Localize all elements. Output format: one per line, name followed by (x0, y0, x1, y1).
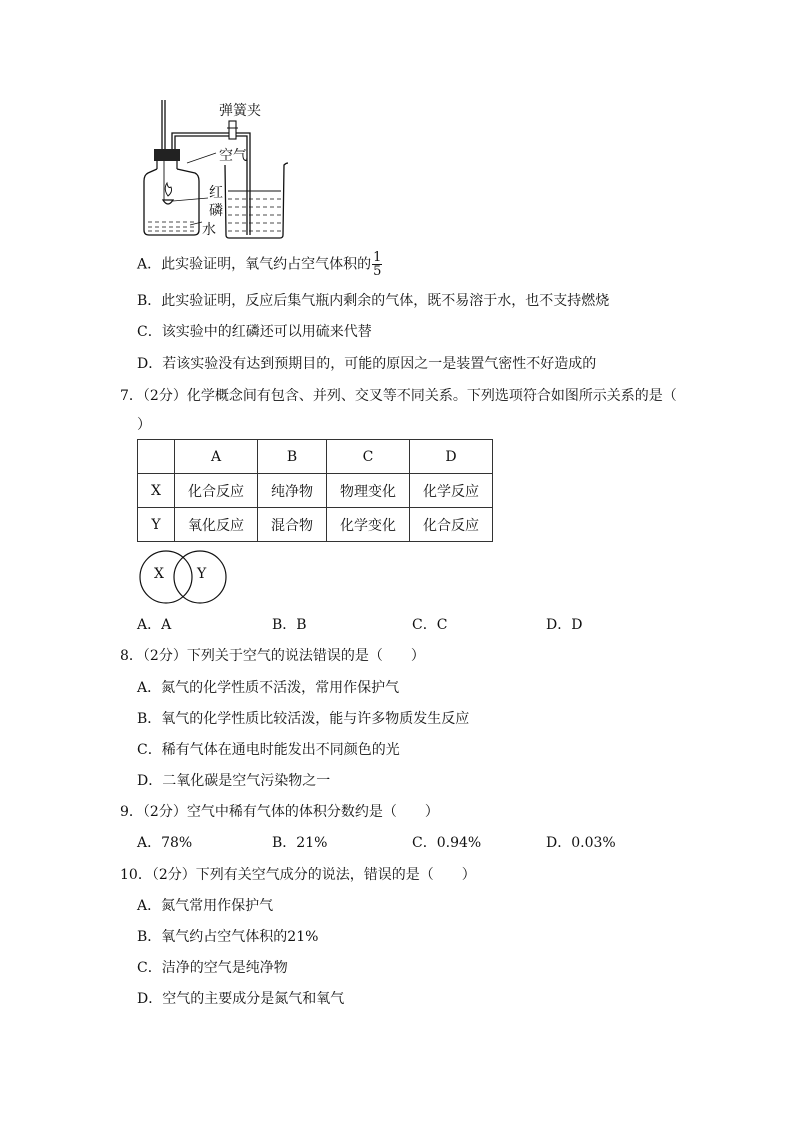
label-water: 水 (202, 222, 216, 238)
q9-choice-c: C．0.94% (412, 835, 482, 851)
q7-choice-d: D．D (546, 617, 583, 633)
table-cell: 化合反应 (410, 508, 493, 542)
q10-option-c: C．洁净的空气是纯净物 (137, 960, 288, 976)
venn-label-y: Y (197, 566, 207, 582)
table-cell: Y (138, 508, 175, 542)
table-header: B (258, 440, 327, 474)
venn-diagram (138, 548, 233, 608)
table-header: A (175, 440, 258, 474)
table-cell: 物理变化 (327, 474, 410, 508)
q8-stem: 8．（2分）下列关于空气的说法错误的是（ ） (120, 648, 425, 664)
q8-option-b: B．氧气的化学性质比较活泼，能与许多物质发生反应 (137, 711, 470, 727)
q10-option-a: A．氮气常用作保护气 (137, 898, 274, 914)
label-air: 空气 (219, 148, 247, 164)
table-cell (138, 440, 175, 474)
q9-choice-b: B．21% (272, 835, 328, 851)
q10-option-b: B．氧气约占空气体积的21% (137, 929, 319, 945)
q7-stem-close: ） (137, 417, 151, 433)
table-row (138, 508, 493, 542)
q7-choice-c: C．C (412, 617, 448, 633)
q10-option-d: D．空气的主要成分是氮气和氧气 (137, 991, 345, 1007)
label-spring-clip: 弹簧夹 (219, 103, 261, 119)
q7-choice-a: A．A (137, 617, 172, 633)
q10-stem: 10．（2分）下列有关空气成分的说法，错误的是（ ） (120, 867, 476, 883)
label-red: 红 (209, 185, 223, 201)
q6-option-d: D．若该实验没有达到预期目的，可能的原因之一是装置气密性不好造成的 (137, 356, 597, 372)
table-row (138, 440, 493, 474)
table-cell: 化学变化 (327, 508, 410, 542)
q8-option-d: D．二氧化碳是空气污染物之一 (137, 773, 331, 789)
venn-label-x: X (154, 566, 164, 582)
q6-option-c: C．该实验中的红磷还可以用硫来代替 (137, 324, 372, 340)
q6-option-b: B．此实验证明，反应后集气瓶内剩余的气体，既不易溶于水，也不支持燃烧 (137, 293, 610, 309)
fraction-one-fifth: $\frac{1}{5}$ (373, 250, 382, 279)
table-header: C (327, 440, 410, 474)
label-phosphorus: 磷 (209, 203, 223, 219)
table-cell: 氧化反应 (175, 508, 258, 542)
table-cell: 化学反应 (410, 474, 493, 508)
q8-option-c: C．稀有气体在通电时能发出不同颜色的光 (137, 742, 400, 758)
q8-option-a: A．氮气的化学性质不活泼，常用作保护气 (137, 680, 400, 696)
q9-choice-a: A．78% (137, 835, 193, 851)
table-cell: 化合反应 (175, 474, 258, 508)
table-cell: X (138, 474, 175, 508)
table-cell: 混合物 (258, 508, 327, 542)
q7-stem: 7．（2分）化学概念间有包含、并列、交叉等不同关系。下列选项符合如图所示关系的是（ (120, 388, 677, 404)
table-cell: 纯净物 (258, 474, 327, 508)
table-row (138, 474, 493, 508)
q7-choice-b: B．B (272, 617, 307, 633)
relation-table (137, 439, 493, 542)
q9-stem: 9．（2分）空气中稀有气体的体积分数约是（ ） (120, 804, 439, 820)
q6-option-a: A．此实验证明，氧气约占空气体积的 $\frac{1}{5}$ (137, 250, 382, 279)
q9-choice-d: D．0.03% (546, 835, 616, 851)
table-header: D (410, 440, 493, 474)
